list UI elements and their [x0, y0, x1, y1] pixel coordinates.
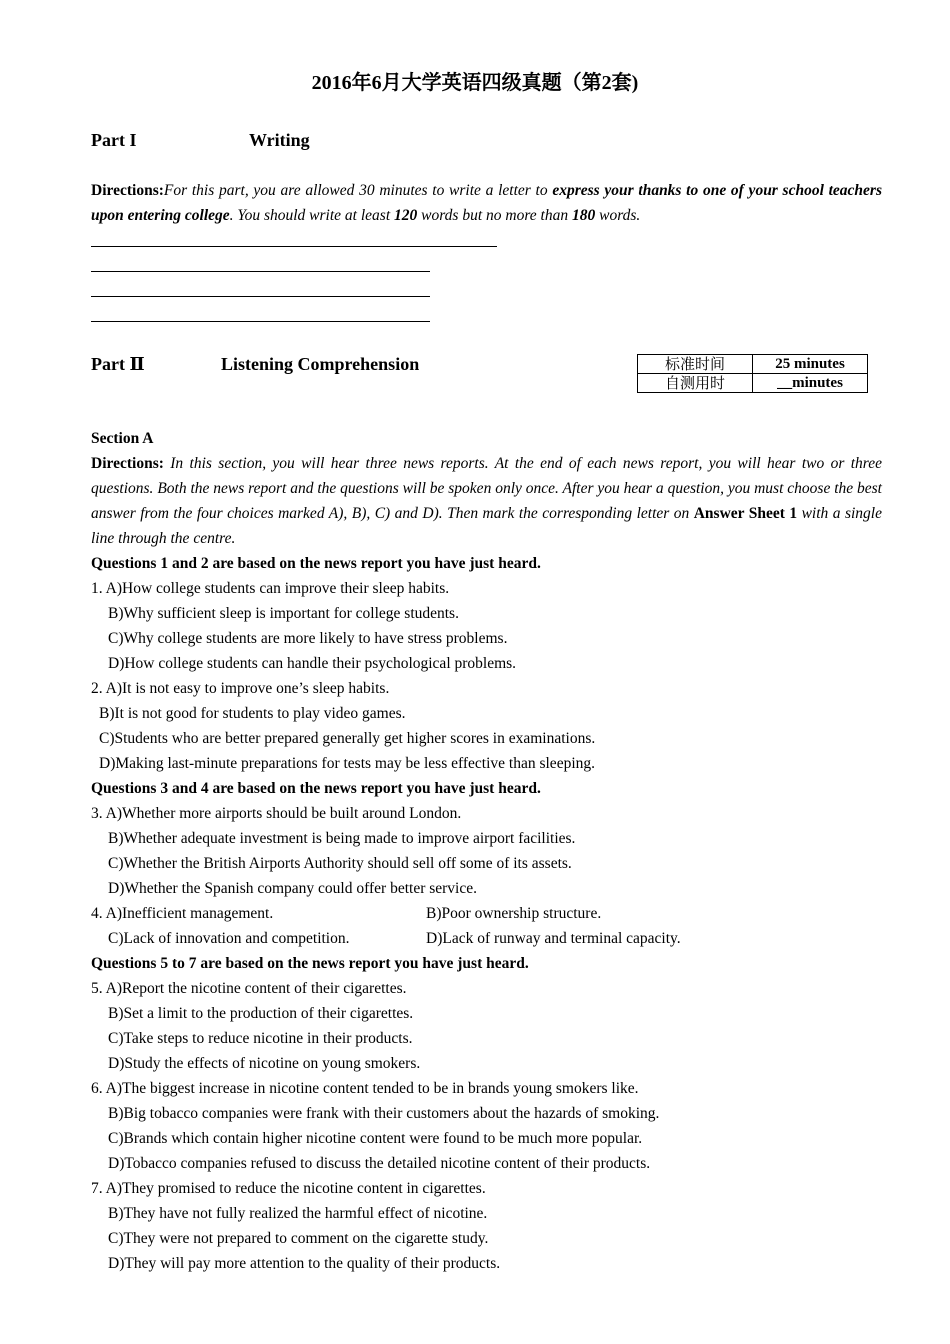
question-group-heading: Questions 5 to 7 are based on the news report you have just heard. [91, 955, 529, 972]
question-5-option-c: C)Take steps to reduce nicotine in their products. [108, 1030, 413, 1047]
part1-label: Part I [91, 130, 137, 150]
answer-line [91, 296, 430, 297]
part1-heading [0, 130, 950, 154]
question-5-option-b: B)Set a limit to the production of their cigarettes. [108, 1005, 414, 1022]
question-4-option-d: D)Lack of runway and terminal capacity. [426, 930, 681, 947]
answer-line [91, 246, 497, 247]
directions-topic: express your thanks to one of your school teachers upon entering college [91, 182, 882, 224]
question-1-option-b: B)Why sufficient sleep is important for college students. [108, 605, 459, 622]
question-group-heading: Questions 3 and 4 are based on the news report you have just heard. [91, 780, 541, 797]
question-4-option-b: B)Poor ownership structure. [426, 905, 602, 922]
part2-label: Part Ⅱ [91, 354, 145, 374]
question-6-option-a: 6. A)The biggest increase in nicotine content tended to be in brands young smokers like. [91, 1080, 639, 1097]
question-3-option-a: 3. A)Whether more airports should be built around London. [91, 805, 462, 822]
time-table [637, 354, 868, 393]
question-3-option-d: D)Whether the Spanish company could offer better service. [108, 880, 477, 897]
question-2-option-b: B)It is not good for students to play video games. [99, 705, 406, 722]
min-words: 120 [394, 207, 418, 224]
standard-time-label: 标准时间 [638, 355, 753, 374]
answer-line [91, 271, 430, 272]
section-a-directions [91, 451, 882, 551]
question-7-option-b: B)They have not fully realized the harmful effect of nicotine. [108, 1205, 488, 1222]
question-5-option-d: D)Study the effects of nicotine on young smokers. [108, 1055, 421, 1072]
directions-text: words. [595, 207, 641, 224]
directions-text: In this section, you will hear three news reports. At the end of each news report, you will hear two or three questions. Both the news report and the questions will be spoken only once. After you hear a question, you must choose the best answer from the four choices marked A), B), C) and D). Then mark the corresponding letter on [91, 455, 882, 522]
question-1-option-a: 1. A)How college students can improve their sleep habits. [91, 580, 450, 597]
part1-directions [91, 178, 882, 228]
answer-line [91, 321, 430, 322]
directions-label: Directions: [91, 182, 164, 199]
section-a-title: Section A [91, 430, 154, 447]
time-row-self [638, 374, 868, 393]
max-words: 180 [571, 207, 596, 224]
question-6-option-b: B)Big tobacco companies were frank with their customers about the hazards of smoking. [108, 1105, 660, 1122]
question-7-option-c: C)They were not prepared to comment on the cigarette study. [108, 1230, 489, 1247]
question-3-option-c: C)Whether the British Airports Authority should sell off some of its assets. [108, 855, 572, 872]
self-time-value: __minutes [753, 374, 868, 393]
directions-text: For this part, you are allowed 30 minutes to write a letter to [163, 182, 553, 199]
question-1-option-c: C)Why college students are more likely to have stress problems. [108, 630, 508, 647]
question-2-option-d: D)Making last-minute preparations for tests may be less effective than sleeping. [99, 755, 595, 772]
question-group-heading: Questions 1 and 2 are based on the news report you have just heard. [91, 555, 541, 572]
question-2-option-a: 2. A)It is not easy to improve one’s sleep habits. [91, 680, 390, 697]
part2-title: Listening Comprehension [221, 354, 420, 374]
question-5-option-a: 5. A)Report the nicotine content of their cigarettes. [91, 980, 407, 997]
question-7-option-a: 7. A)They promised to reduce the nicotine content in cigarettes. [91, 1180, 486, 1197]
section-a [91, 426, 882, 1276]
question-3-option-b: B)Whether adequate investment is being made to improve airport facilities. [108, 830, 576, 847]
directions-text: words but no more than [417, 207, 572, 224]
part1-title: Writing [249, 130, 310, 150]
question-1-option-d: D)How college students can handle their psychological problems. [108, 655, 517, 672]
part2-heading [0, 354, 600, 378]
standard-time-value: 25 minutes [753, 355, 868, 374]
question-7-option-d: D)They will pay more attention to the quality of their products. [108, 1255, 501, 1272]
question-6-option-d: D)Tobacco companies refused to discuss the detailed nicotine content of their products. [108, 1155, 651, 1172]
question-4-row-2 [91, 926, 882, 951]
question-6-option-c: C)Brands which contain higher nicotine content were found to be much more popular. [108, 1130, 643, 1147]
document-title: 2016年6月大学英语四级真题（第2套) [311, 72, 639, 94]
self-time-label: 自测用时 [638, 374, 753, 393]
question-4-option-c: C)Lack of innovation and competition. [108, 930, 350, 947]
directions-label: Directions: [91, 455, 164, 472]
question-4-option-a: 4. A)Inefficient management. [91, 905, 274, 922]
question-4-row-1 [91, 901, 882, 926]
answer-sheet-ref: Answer Sheet 1 [693, 505, 798, 522]
directions-text: . You should write at least [229, 207, 394, 224]
time-row-standard [638, 355, 868, 374]
directions-text: with a single line through the centre. [91, 505, 882, 547]
question-2-option-c: C)Students who are better prepared generally get higher scores in examinations. [99, 730, 596, 747]
